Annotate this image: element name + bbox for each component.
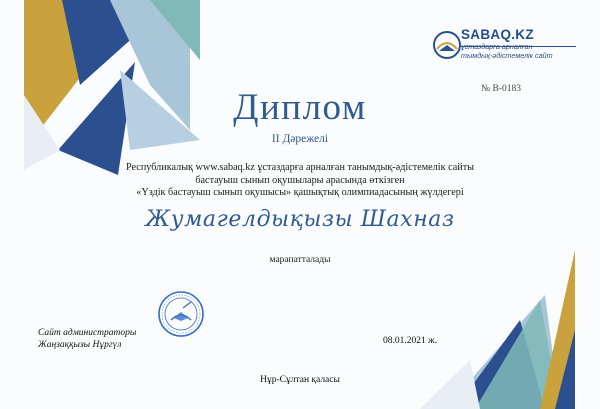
logo-text (461, 27, 553, 60)
issue-city: Нұр-Сұлтан қаласы (260, 375, 340, 385)
logo-title: SABAQ.KZ (461, 27, 534, 42)
admin-name: Жаңзаққызы Нұргүл (38, 340, 122, 350)
description-line: Республикалық www.sabaq.kz ұстаздарға арналған танымдық-әдістемелік сайты (126, 162, 474, 173)
description-line: «Үздік бастауыш сынып оқушысы» қашықтық олимпиадасының жүлдегері (136, 187, 464, 198)
diploma-description (90, 162, 510, 200)
diploma-number: № В-0183 (481, 84, 521, 94)
description-line: бастауыш сынып оқушылары арасында өткізген (195, 174, 405, 186)
admin-signature-block (38, 327, 136, 351)
official-stamp (147, 288, 215, 338)
logo-subtitle-line1: ұстаздарға арналған (461, 42, 533, 51)
logo-subtitle-line2: тымдық-әдістемелік сайт (461, 51, 553, 60)
awarded-text: марапатталады (269, 255, 331, 265)
diploma-degree: ІІ Дәрежелі (271, 133, 329, 145)
recipient-name: Жумагелдықызы Шахназ (145, 207, 455, 232)
diploma-title: Диплом (233, 87, 367, 128)
admin-title: Сайт администраторы (38, 328, 137, 338)
issue-date: 08.01.2021 ж. (383, 336, 438, 346)
